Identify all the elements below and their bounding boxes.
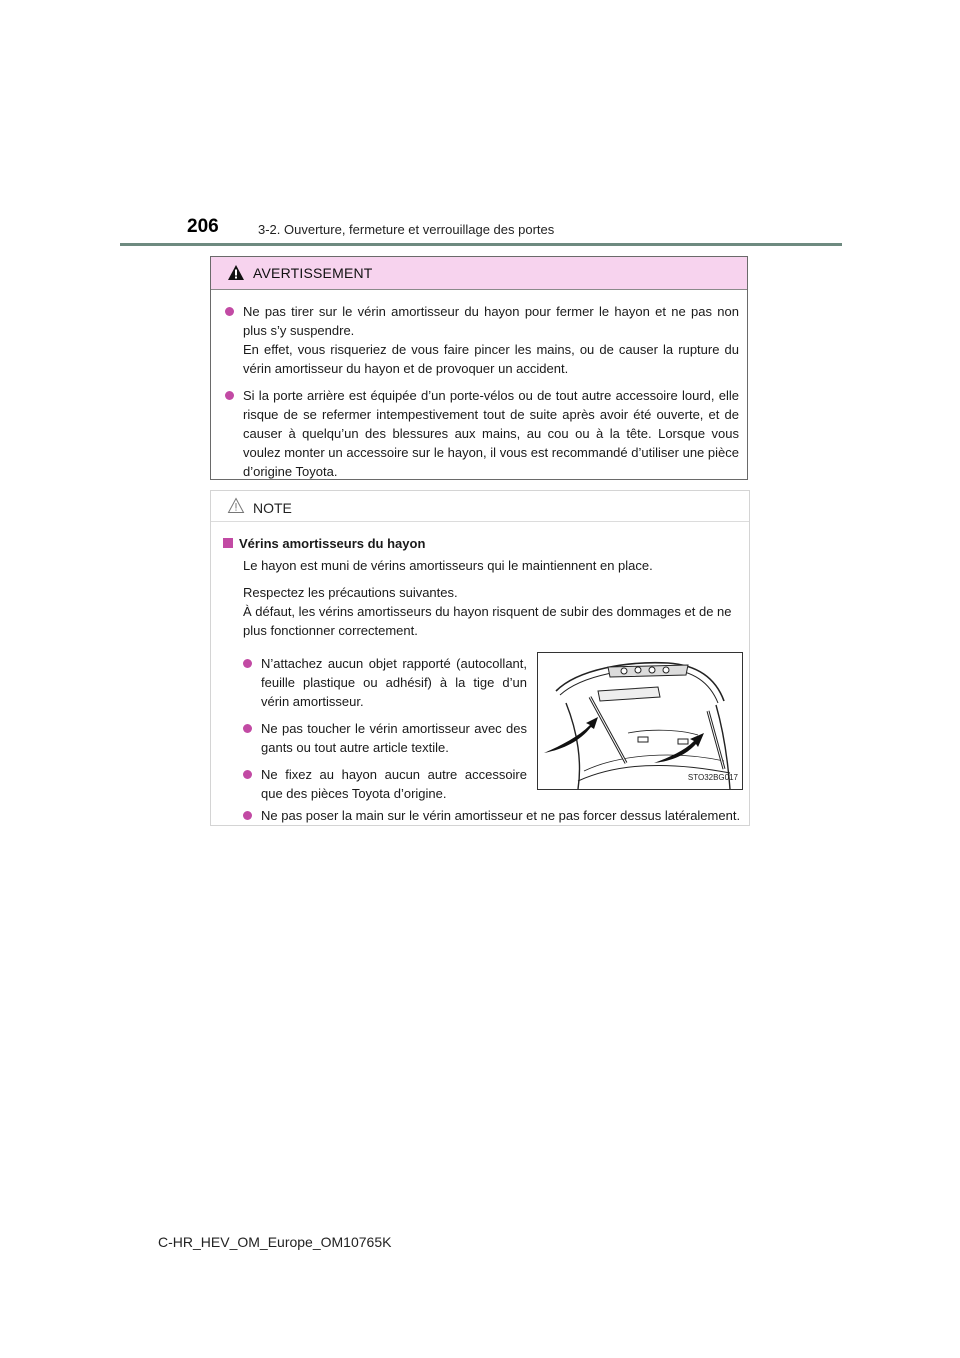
note-paragraph-line: Respectez les précautions suivantes.	[243, 585, 458, 600]
note-header	[211, 491, 749, 522]
header-rule	[120, 243, 842, 246]
note-bullet	[243, 765, 527, 803]
tailgate-strut-illustration	[537, 652, 743, 790]
warning-item-text: Ne pas tirer sur le vérin amortisseur du hayon pour fermer le hayon et ne pas non plus s’y suspendre.	[243, 304, 739, 338]
bullet-dot-icon	[243, 659, 252, 668]
figure-code: STO32BG017	[687, 773, 738, 782]
note-bullet-text: Ne fixez au hayon aucun autre accessoire que des pièces Toyota d’origine.	[261, 767, 527, 801]
note-title: NOTE	[253, 500, 292, 516]
note-bullet-text: N’attachez aucun objet rapporté (autocollant, feuille plastique ou adhésif) à la tige d’un vérin amortisseur.	[261, 656, 527, 709]
bullet-dot-icon	[243, 770, 252, 779]
warning-body	[211, 290, 747, 481]
warning-header	[211, 257, 747, 290]
note-heading-text: Vérins amortisseurs du hayon	[239, 536, 426, 551]
bullet-dot-icon	[243, 724, 252, 733]
bullet-dot-icon	[225, 391, 234, 400]
warning-item-text: Si la porte arrière est équipée d’un porte-vélos ou de tout autre accessoire lourd, elle risque de se refermer intempestivement tout de suite après avoir été ouverte, et de causer à quelqu’un des blessures aux mains, au cou ou à la tête. Lorsque vous voulez monter un accessoire sur le hayon, il vous est recommandé d’utiliser une pièce d’origine Toyota.	[243, 388, 739, 479]
figure-row	[223, 654, 741, 801]
bullet-dot-icon	[225, 307, 234, 316]
warning-triangle-icon	[227, 264, 245, 286]
figure-bullets	[243, 654, 527, 811]
note-bullet-text: Ne pas toucher le vérin amortisseur avec des gants ou tout autre article textile.	[261, 721, 527, 755]
caution-triangle-icon	[227, 497, 245, 519]
note-box	[210, 490, 750, 826]
note-paragraph	[223, 583, 741, 640]
note-bullet-text: Ne pas poser la main sur le vérin amortisseur et ne pas forcer dessus latéralement.	[261, 808, 741, 823]
footer-doc-id-text: C-HR_HEV_OM_Europe_OM10765K	[158, 1234, 392, 1250]
footer-doc-id	[160, 1234, 391, 1250]
warning-item	[225, 386, 739, 481]
note-bullet	[243, 719, 527, 757]
note-bullet	[243, 806, 741, 825]
square-bullet-icon	[223, 538, 233, 548]
section-title: 3-2. Ouverture, fermeture et verrouillage des portes	[258, 222, 555, 237]
note-paragraph-line: À défaut, les vérins amortisseurs du hayon risquent de subir des dommages et de ne plus fonctionner correctement.	[243, 604, 732, 638]
note-body	[211, 522, 749, 825]
warning-item-text: En effet, vous risqueriez de vous faire pincer les mains, ou de causer la rupture du vérin amortisseur du hayon et de provoquer un accident.	[243, 342, 739, 376]
warning-item	[225, 302, 739, 378]
note-bullet	[243, 654, 527, 711]
note-heading	[223, 534, 741, 553]
warning-title: AVERTISSEMENT	[253, 265, 373, 281]
note-paragraph: Le hayon est muni de vérins amortisseurs qui le maintiennent en place.	[243, 558, 653, 573]
bullet-dot-icon	[243, 811, 252, 820]
warning-box	[210, 256, 748, 480]
page-number: 206	[187, 216, 219, 237]
